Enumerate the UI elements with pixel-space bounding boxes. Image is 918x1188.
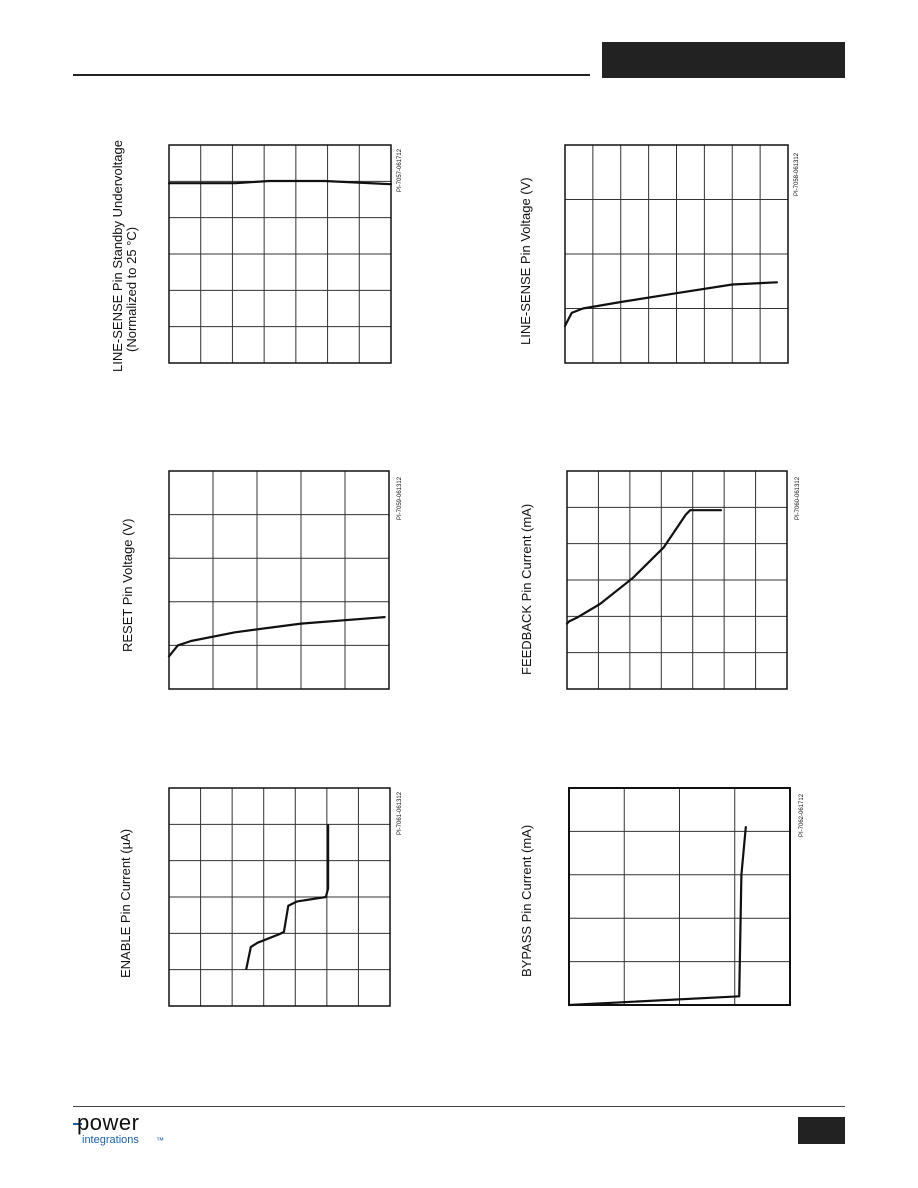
chart-5-ylabel: ENABLE Pin Current (µA) — [118, 828, 133, 978]
logo-word-integrations: integrations — [82, 1134, 139, 1146]
chart-enable-pin-current — [100, 765, 410, 1025]
chart-1-ylabel-line2: (Normalized to 25 °C) — [124, 226, 139, 352]
series-line — [569, 827, 746, 1005]
page-number-badge — [798, 1117, 845, 1144]
chart-5-plot — [169, 788, 390, 1006]
chart-4-code: PI-7060-061312 — [795, 476, 801, 520]
chart-3-code: PI-7059-061312 — [397, 476, 403, 520]
chart-bypass-pin-current — [510, 765, 820, 1025]
chart-2-plot — [565, 145, 788, 363]
chart-1-plot — [169, 145, 391, 363]
chart-3-ylabel: RESET Pin Voltage (V) — [120, 518, 135, 652]
chart-line-sense-standby-undervoltage — [100, 120, 410, 380]
chart-6-ylabel: BYPASS Pin Current (mA) — [519, 824, 534, 977]
series-line — [169, 617, 385, 656]
chart-2-code: PI-7058-061312 — [794, 152, 800, 196]
header-rule — [73, 74, 590, 76]
footer-rule — [73, 1106, 845, 1107]
chart-1-code: PI-7057-061712 — [397, 148, 403, 192]
chart-2-ylabel: LINE-SENSE Pin Voltage (V) — [518, 177, 533, 345]
chart-reset-pin-voltage — [100, 450, 410, 710]
plot-frame — [169, 471, 389, 689]
logo-trademark: ™ — [156, 1136, 164, 1145]
chart-4-ylabel: FEEDBACK Pin Current (mA) — [519, 503, 534, 675]
chart-6-plot — [569, 788, 790, 1005]
chart-line-sense-pin-voltage — [510, 120, 820, 380]
chart-5-code: PI-7061-061312 — [397, 791, 403, 835]
chart-feedback-pin-current — [510, 450, 820, 710]
power-integrations-logo — [73, 1110, 173, 1150]
chart-3-plot — [169, 471, 389, 689]
chart-4-plot — [567, 471, 787, 689]
chart-1-ylabel-line1: LINE-SENSE Pin Standby Undervoltage — [110, 140, 125, 372]
series-line — [567, 510, 721, 623]
logo-word-power: power — [77, 1110, 140, 1135]
header-title-bar — [602, 42, 845, 78]
series-line — [565, 282, 777, 326]
chart-6-code: PI-7062-061712 — [799, 793, 805, 837]
